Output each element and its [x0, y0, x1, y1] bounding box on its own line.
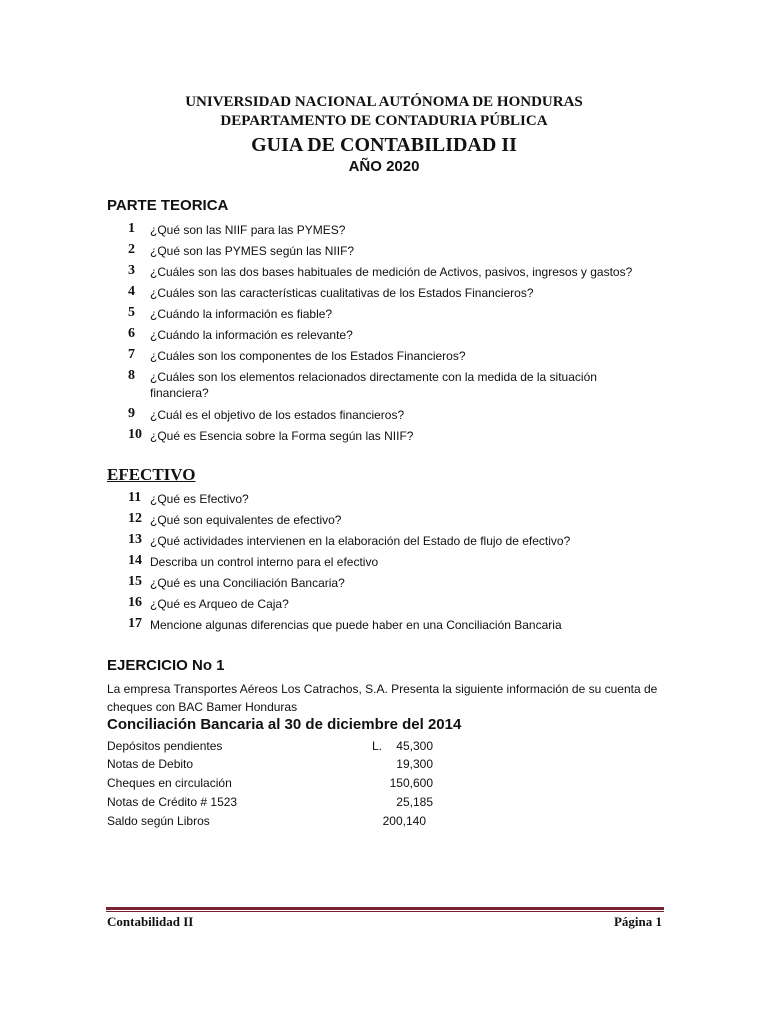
- question-number: 6: [128, 326, 135, 341]
- question-number: 3: [128, 263, 135, 278]
- row-label: Saldo según Libros: [107, 814, 210, 828]
- row-label: Depósitos pendientes: [107, 739, 223, 753]
- table-row: [107, 739, 437, 757]
- question-number: 14: [128, 553, 142, 568]
- question-text: ¿Qué es una Conciliación Bancaria?: [150, 576, 345, 590]
- question-item: [128, 491, 658, 512]
- question-text: ¿Qué es Efectivo?: [150, 492, 249, 506]
- question-text: ¿Qué son las NIIF para las PYMES?: [150, 223, 346, 237]
- question-text: ¿Cuáles son los componentes de los Estados Financieros?: [150, 349, 466, 363]
- question-text: ¿Cuándo la información es relevante?: [150, 328, 353, 342]
- question-item: [128, 407, 658, 428]
- question-item: [128, 512, 658, 533]
- row-value: 25,185: [396, 795, 433, 809]
- question-item: [128, 306, 658, 327]
- year-label: AÑO 2020: [348, 158, 420, 175]
- question-number: 15: [128, 574, 142, 589]
- question-number: 8: [128, 368, 135, 383]
- question-number: 1: [128, 221, 135, 236]
- table-row: [107, 757, 437, 775]
- footer-course-name: Contabilidad II: [107, 914, 194, 929]
- section-title-efectivo: EFECTIVO: [107, 465, 196, 484]
- question-item: [128, 222, 658, 243]
- question-item: [128, 348, 658, 369]
- row-value: 200,140: [382, 814, 426, 828]
- table-row: [107, 795, 437, 813]
- question-item: [128, 264, 658, 285]
- question-number: 16: [128, 595, 142, 610]
- question-number: 12: [128, 511, 142, 526]
- question-number: 7: [128, 347, 135, 362]
- question-item: [128, 617, 658, 638]
- row-value: 19,300: [396, 757, 433, 771]
- table-row: [107, 776, 437, 794]
- question-text: ¿Qué es Esencia sobre la Forma según las NIIF?: [150, 429, 414, 443]
- question-item: [128, 327, 658, 348]
- question-text: Mencione algunas diferencias que puede haber en una Conciliación Bancaria: [150, 618, 562, 632]
- question-number: 4: [128, 284, 135, 299]
- question-text: ¿Cuáles son las características cualitativas de los Estados Financieros?: [150, 286, 534, 300]
- university-name: UNIVERSIDAD NACIONAL AUTÓNOMA DE HONDURAS: [185, 94, 583, 110]
- question-text: Describa un control interno para el efectivo: [150, 555, 379, 569]
- question-text: ¿Qué actividades intervienen en la elaboración del Estado de flujo de efectivo?: [150, 534, 571, 548]
- section-title-parte-teorica: PARTE TEORICA: [107, 197, 229, 214]
- question-item: [128, 243, 658, 264]
- question-number: 9: [128, 406, 135, 421]
- department-name: DEPARTAMENTO DE CONTADURIA PÚBLICA: [220, 113, 548, 129]
- question-list-teorica: [128, 222, 658, 449]
- question-item: [128, 369, 658, 407]
- exercise-description: La empresa Transportes Aéreos Los Catrachos, S.A. Presenta la siguiente información de su cuenta de cheques con BAC Bamer Honduras: [107, 682, 658, 714]
- question-text: ¿Qué es Arqueo de Caja?: [150, 597, 289, 611]
- guide-title: GUIA DE CONTABILIDAD II: [251, 134, 517, 156]
- question-number: 5: [128, 305, 135, 320]
- question-text: ¿Qué son las PYMES según las NIIF?: [150, 244, 355, 258]
- reconciliation-title: Conciliación Bancaria al 30 de diciembre del 2014: [107, 716, 462, 733]
- question-number: 13: [128, 532, 142, 547]
- question-number: 10: [128, 427, 142, 442]
- row-value: 45,300: [396, 739, 433, 753]
- question-number: 11: [128, 490, 142, 505]
- question-text: ¿Cuáles son los elementos relacionados directamente con la medida de la situación financiera?: [150, 370, 597, 400]
- exercise-title: EJERCICIO No 1: [107, 657, 225, 674]
- row-value: 150,600: [389, 776, 433, 790]
- question-text: ¿Cuál es el objetivo de los estados financieros?: [150, 408, 405, 422]
- row-label: Notas de Debito: [107, 757, 194, 771]
- footer-rule: [106, 907, 664, 910]
- question-text: ¿Cuáles son las dos bases habituales de medición de Activos, pasivos, ingresos y gastos?: [150, 265, 633, 279]
- question-text: ¿Cuándo la información es fiable?: [150, 307, 333, 321]
- row-currency: L.: [372, 739, 383, 753]
- question-item: [128, 596, 658, 617]
- question-item: [128, 575, 658, 596]
- row-label: Cheques en circulación: [107, 776, 232, 790]
- question-item: [128, 554, 658, 575]
- table-row: [107, 814, 430, 832]
- question-item: [128, 428, 658, 449]
- row-label: Notas de Crédito # 1523: [107, 795, 238, 809]
- footer-rule-thin: [106, 911, 664, 912]
- footer-page-number: Página 1: [613, 914, 662, 929]
- question-item: [128, 285, 658, 306]
- question-item: [128, 533, 658, 554]
- question-list-efectivo: [128, 491, 658, 638]
- question-number: 17: [128, 616, 142, 631]
- question-text: ¿Qué son equivalentes de efectivo?: [150, 513, 342, 527]
- question-number: 2: [128, 242, 135, 257]
